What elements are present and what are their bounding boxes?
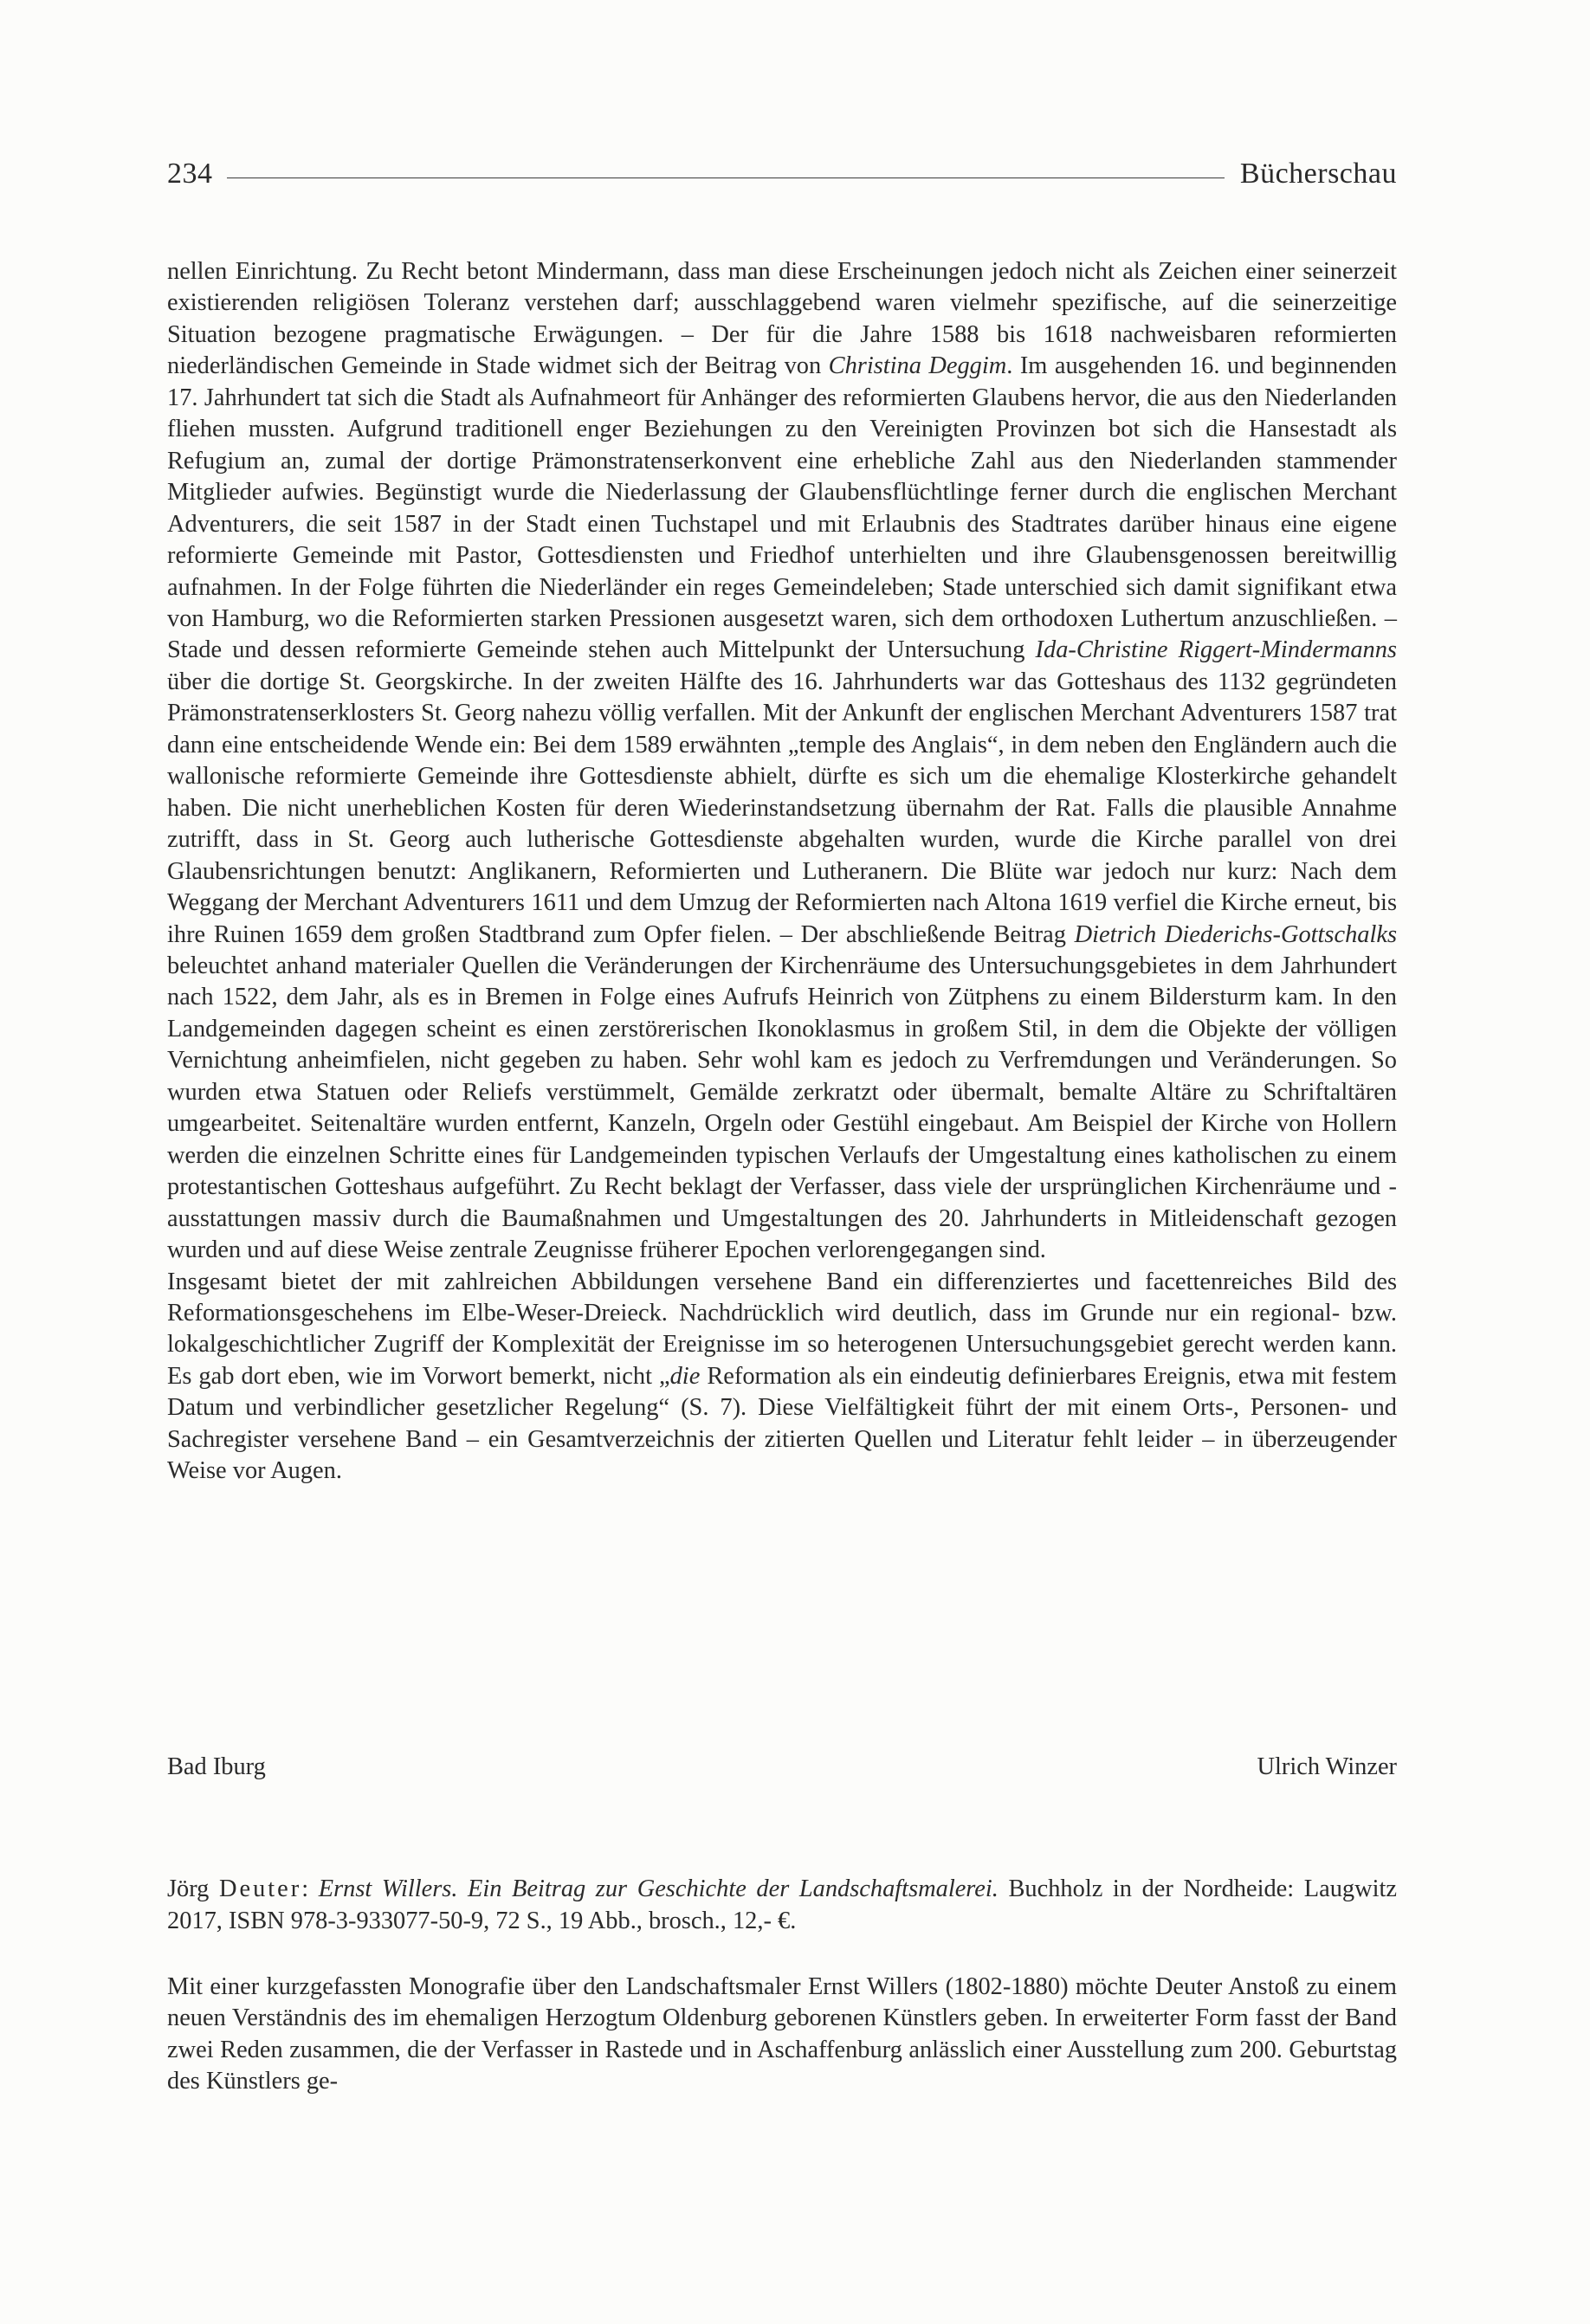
book-title: Ernst Willers. Ein Beitrag zur Geschichte der Landschaftsmalerei. — [318, 1875, 999, 1902]
page-number: 234 — [167, 158, 213, 190]
reviewer-place: Bad Iburg — [167, 1753, 266, 1780]
book-author-first: Jörg — [167, 1875, 210, 1902]
bibliographic-entry: Jörg Deuter: Ernst Willers. Ein Beitrag zur Geschichte der Landschaftsmalerei. Buchholz in der Nordheide: Laugwitz 2017, ISBN 978-3-933077-50-9, 72 S., 19 Abb., brosch., 12,- €. — [167, 1875, 1397, 1934]
contributor-name: Ida-Christine Riggert-Mindermanns — [1035, 636, 1397, 664]
section-title: Bücherschau — [1239, 158, 1397, 190]
book-author-last: Deuter — [219, 1875, 302, 1902]
review-signature — [167, 1752, 1397, 1783]
book-details: Buchholz in der Nordheide: Laugwitz 2017, ISBN 978-3-933077-50-9, 72 S., 19 Abb., brosch., 12,- €. — [167, 1875, 1397, 1934]
book-review-page — [167, 0, 1397, 2324]
next-review-paragraph-1: Mit einer kurzgefassten Monografie über den Landschaftsmaler Ernst Willers (1802-1880) möchte Deuter Anstoß zu einem neuen Verständnis des im ehemaligen Herzogtum Oldenburg geborenen Künstlers geben. In erweiterter Form fasst der Band zwei Reden zusammen, die der Verfasser in Rastede und in Aschaffenburg anlässlich einer Ausstellung zum 200. Geburtstag des Künstlers ge- — [167, 1973, 1397, 2095]
reviewer-name: Ulrich Winzer — [1257, 1753, 1397, 1780]
review-body — [167, 256, 1397, 1488]
review-paragraph-2: Insgesamt bietet der mit zahlreichen Abbildungen versehene Band ein differenziertes und facettenreiches Bild des Reformationsgeschehens im Elbe-Weser-Dreieck. Nachdrücklich wird deutlich, dass im Grunde nur ein regional- bzw. lokalgeschichtlicher Zugriff der Komplexität der Ereignisse im so heterogenen Untersuchungsgebiet gerecht werden kann. Es gab dort eben, wie im Vorwort bemerkt, nicht „die Reformation als ein eindeutig definierbares Ereignis, etwa mit festem Datum und verbindlicher gesetzlicher Regelung“ (S. 7). Diese Vielfältigkeit führt der mit einem Orts-, Personen- und Sachregister versehene Band – ein Gesamtverzeichnis der zitierten Quellen und Literatur fehlt leider – in überzeugender Weise vor Augen. — [167, 1268, 1397, 1485]
running-header — [167, 152, 1397, 196]
contributor-name: Christina Deggim — [828, 352, 1007, 380]
emphasis: die — [669, 1362, 701, 1390]
contributor-name: Dietrich Diederichs-Gottschalks — [1074, 920, 1397, 948]
next-review-body — [167, 1972, 1397, 2098]
review-paragraph-1: nellen Einrichtung. Zu Recht betont Mindermann, dass man diese Erscheinungen jedoch nicht als Zeichen einer seinerzeit existierenden religiösen Toleranz verstehen darf; ausschlaggebend waren vielmehr spezifische, auf die seinerzeitige Situation bezogene pragmatische Erwägungen. – Der für die Jahre 1588 bis 1618 nachweisbaren reformierten niederländischen Gemeinde in Stade widmet sich der Beitrag von Christina Deggim. Im ausgehenden 16. und beginnenden 17. Jahrhundert tat sich die Stadt als Aufnahmeort für Anhänger des reformierten Glaubens hervor, die aus den Niederlanden fliehen mussten. Aufgrund traditionell enger Beziehungen zu den Vereinigten Provinzen bot sich die Hansestadt als Refugium an, zumal der dortige Prämonstratenserkonvent eine erhebliche Zahl aus den Niederlanden stammender Mitglieder aufwies. Begünstigt wurde die Niederlassung der Glaubensflüchtlinge ferner durch die englischen Merchant Adventurers, die seit 1587 in der Stadt einen Tuchstapel und mit Erlaubnis des Stadtrates darüber hinaus eine eigene reformierte Gemeinde mit Pastor, Gottesdiensten und Friedhof unterhielten und ihre Glaubensgenossen bereitwillig aufnahmen. In der Folge führten die Niederländer ein reges Gemeindeleben; Stade unterschied sich damit signifikant etwa von Hamburg, wo die Reformierten starken Pressionen ausgesetzt waren, sich dem orthodoxen Luthertum anzuschließen. – Stade und dessen reformierte Gemeinde stehen auch Mittelpunkt der Untersuchung Ida-Christine Riggert-Mindermanns über die dortige St. Georgskirche. In der zweiten Hälfte des 16. Jahrhunderts war das Gotteshaus des 1132 gegründeten Prämonstratenserklosters St. Georg nahezu völlig verfallen. Mit der Ankunft der englischen Merchant Adventurers 1587 trat dann eine entscheidende Wende ein: Bei dem 1589 erwähnten „temple des Anglais“, in dem neben den Engländern auch die wallonische reformierte Gemeinde ihre Gottesdienste abhielt, dürfte es sich um die ehemalige Klosterkirche gehandelt haben. Die nicht unerheblichen Kosten für deren Wiederinstandsetzung übernahm der Rat. Falls die plausible Annahme zutrifft, dass in St. Georg auch lutherische Gottesdienste abgehalten wurden, wurde die Kirche parallel von drei Glaubensrichtungen benutzt: Anglikanern, Reformierten und Lutheranern. Die Blüte war jedoch nur kurz: Nach dem Weggang der Merchant Adventurers 1611 und dem Umzug der Reformierten nach Altona 1619 verfiel die Kirche erneut, bis ihre Ruinen 1659 dem großen Stadtbrand zum Opfer fielen. – Der abschließende Beitrag Dietrich Diederichs-Gottschalks beleuchtet anhand materialer Quellen die Veränderungen der Kirchenräume des Untersuchungsgebietes in dem Jahrhundert nach 1522, dem Jahr, als es in Bremen in Folge eines Aufrufs Heinrich von Zütphens zu einem Bildersturm kam. In den Landgemeinden dagegen scheint es einen zerstörerischen Ikonoklasmus in großem Stil, in dem die Objekte der völligen Vernichtung anheimfielen, nicht gegeben zu haben. Sehr wohl kam es jedoch zu Verfremdungen und Veränderungen. So wurden etwa Statuen oder Reliefs verstümmelt, Gemälde zerkratzt oder übermalt, bemalte Altäre zu Schriftaltären umgearbeitet. Seitenaltäre wurden entfernt, Kanzeln, Orgeln oder Gestühl eingebaut. Am Beispiel der Kirche von Hollern werden die einzelnen Schritte eines für Landgemeinden typischen Verlaufs der Umgestaltung eines katholischen zu einem protestantischen Gotteshaus aufgeführt. Zu Recht beklagt der Verfasser, dass viele der ursprünglichen Kirchenräume und -ausstattungen massiv durch die Baumaßnahmen und Umgestaltungen des 20. Jahrhunderts in Mitleidenschaft gezogen wurden und auf diese Weise zentrale Zeugnisse früherer Epochen verlorengegangen sind. — [167, 258, 1397, 1264]
